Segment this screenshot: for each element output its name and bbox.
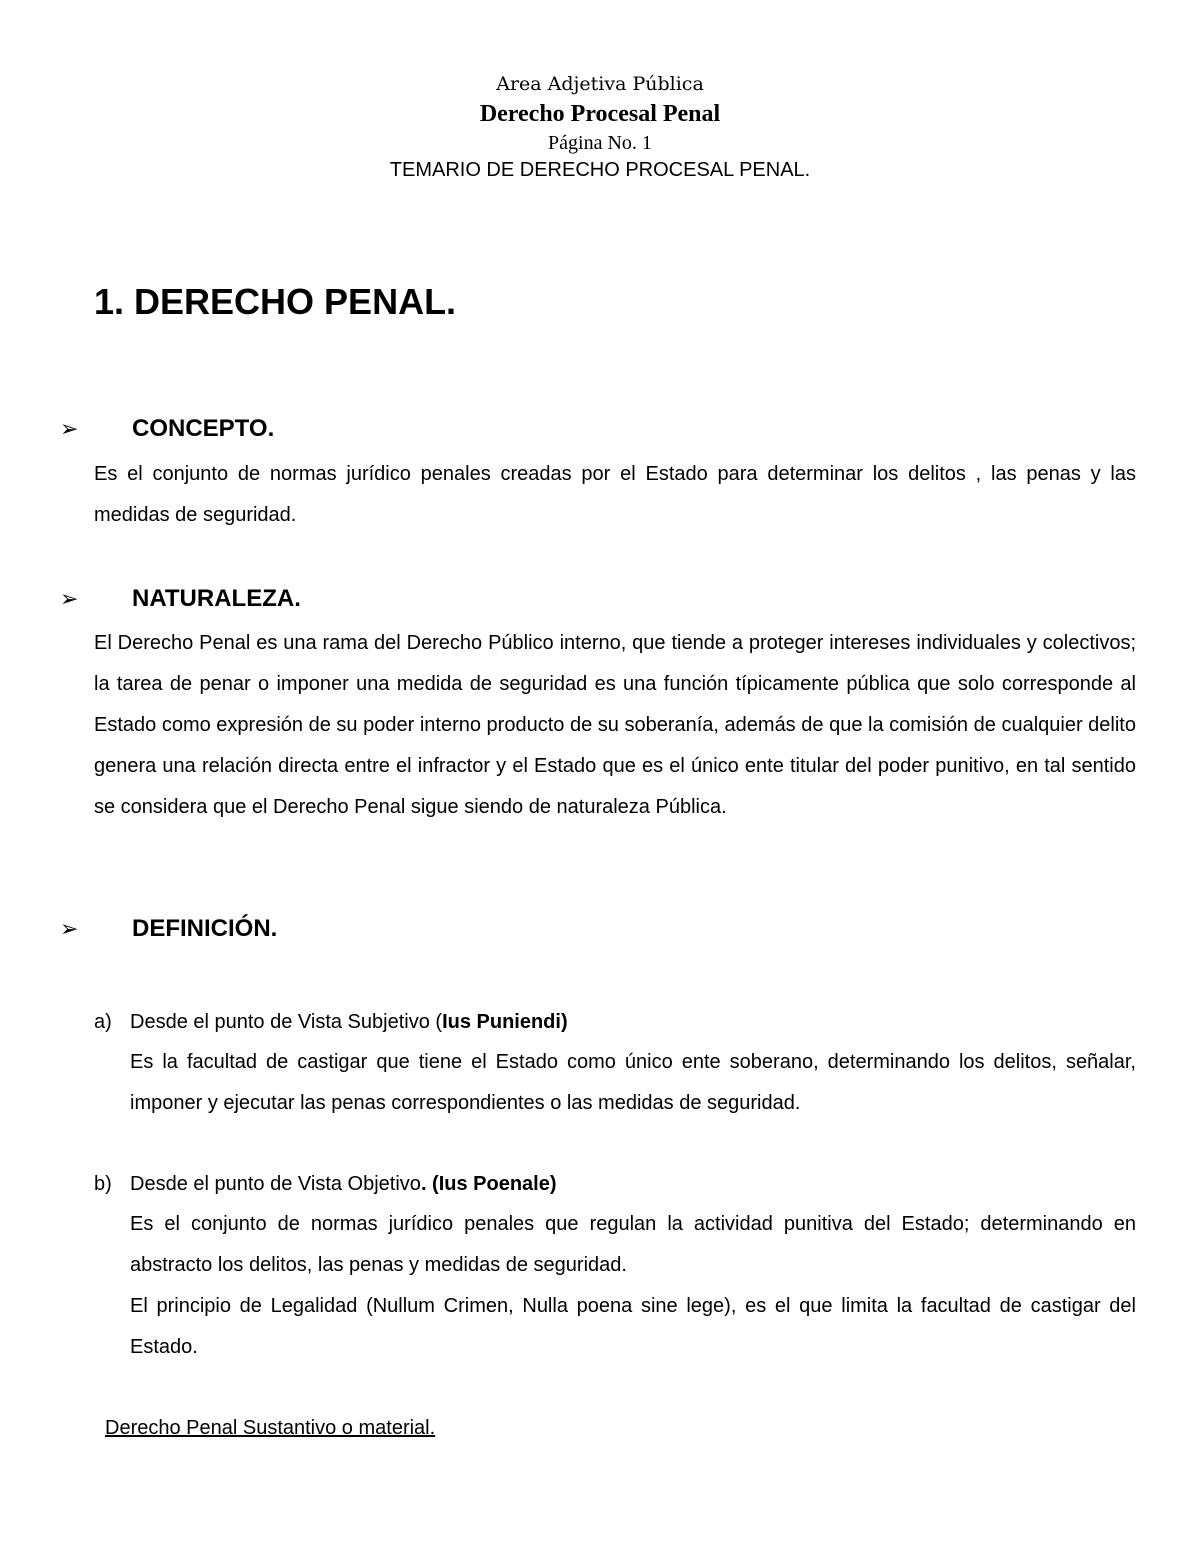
definition-b-heading-text: Desde el punto de Vista Objetivo — [130, 1173, 421, 1195]
definition-b-heading-bold: . (Ius Poenale) — [420, 1173, 557, 1195]
header-temario: TEMARIO DE DERECHO PROCESAL PENAL. — [389, 159, 811, 181]
concepto-text: Es el conjunto de normas jurídico penales creadas por el Estado para determinar los delitos , las penas y las medidas de seguridad. — [94, 463, 1136, 526]
definition-a-label: a) — [94, 1011, 112, 1033]
definition-a-text: Es la facultad de castigar que tiene el Estado como único ente soberano, determinando los delitos, señalar, imponer y ejecutar las penas correspondientes o las medidas de seguridad. — [130, 1051, 1136, 1114]
definition-b-text: Es el conjunto de normas jurídico penales que regulan la actividad punitiva del Estado; determinando en abstracto los delitos, las penas y medidas de seguridad. — [130, 1213, 1136, 1276]
section-title: NATURALEZA. — [132, 585, 301, 612]
page-header — [0, 70, 1200, 184]
subheading-sustantivo: Derecho Penal Sustantivo o material. — [105, 1417, 436, 1439]
definition-a-heading-bold: Ius Puniendi) — [442, 1011, 568, 1033]
definition-b-label: b) — [94, 1173, 112, 1195]
naturaleza-text: El Derecho Penal es una rama del Derecho Público interno, que tiende a proteger intereses individuales y colectivos; la tarea de penar o imponer una medida de seguridad es una función típicamente pública que solo corresponde al Estado como expresión de su poder interno producto de su soberanía, además de que la comisión de cualquier delito genera una relación directa entre el infractor y el Estado que es el único ente titular del poder punitivo, en tal sentido se considera que el Derecho Penal sigue siendo de naturaleza Pública. — [94, 632, 1136, 818]
main-heading: 1. DERECHO PENAL. — [94, 281, 457, 322]
header-page-number: Página No. 1 — [548, 132, 652, 154]
section-title: CONCEPTO. — [132, 415, 275, 442]
header-title: Derecho Procesal Penal — [479, 101, 721, 127]
definition-a-heading — [130, 1007, 568, 1037]
definition-a-heading-text: Desde el punto de Vista Subjetivo ( — [130, 1011, 443, 1033]
arrow-bullet-icon: ➢ — [60, 916, 79, 941]
section-title: DEFINICIÓN. — [132, 915, 278, 942]
arrow-bullet-icon: ➢ — [60, 586, 79, 611]
definition-b-text-2: El principio de Legalidad (Nullum Crimen, Nulla poena sine lege), es el que limita la facultad de castigar del Estado. — [130, 1295, 1136, 1358]
header-area: Area Adjetiva Pública — [496, 73, 704, 95]
arrow-bullet-icon: ➢ — [60, 416, 79, 441]
definition-b-heading — [130, 1169, 557, 1199]
